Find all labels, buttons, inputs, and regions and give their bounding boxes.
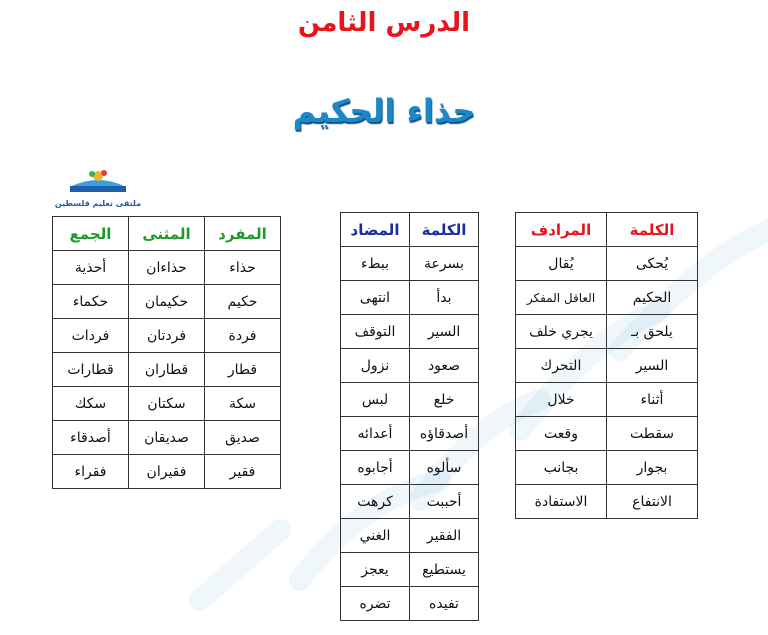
table-row <box>341 451 479 485</box>
table-row <box>341 247 479 281</box>
table-row <box>341 519 479 553</box>
table-row <box>341 553 479 587</box>
table-cell: حكيم <box>205 285 281 319</box>
table-cell: يستطيع <box>410 553 479 587</box>
table-cell: خلال <box>516 383 607 417</box>
table-row <box>53 285 281 319</box>
table-cell: بجانب <box>516 451 607 485</box>
table-cell: يُقال <box>516 247 607 281</box>
table-cell: سكة <box>205 387 281 421</box>
table-cell: نزول <box>341 349 410 383</box>
table-cell: بجوار <box>607 451 698 485</box>
table-row <box>341 587 479 621</box>
table-cell: كرهت <box>341 485 410 519</box>
header-dual: المثنى <box>129 217 205 251</box>
table-cell: حذاءان <box>129 251 205 285</box>
table-cell: أحببت <box>410 485 479 519</box>
table-header-row <box>516 213 698 247</box>
table-cell: الانتفاع <box>607 485 698 519</box>
table-cell: وقعت <box>516 417 607 451</box>
table-row <box>341 315 479 349</box>
table-cell: فقير <box>205 455 281 489</box>
table-row <box>53 251 281 285</box>
table-cell: خلع <box>410 383 479 417</box>
table-cell: قطار <box>205 353 281 387</box>
table-cell: فردتان <box>129 319 205 353</box>
table-cell: فقراء <box>53 455 129 489</box>
table-cell: سكك <box>53 387 129 421</box>
table-cell: قطاران <box>129 353 205 387</box>
table-cell: حكماء <box>53 285 129 319</box>
number-table <box>52 216 281 489</box>
table-cell: تضره <box>341 587 410 621</box>
table-cell: التوقف <box>341 315 410 349</box>
table-row <box>516 383 698 417</box>
table-cell: أثناء <box>607 383 698 417</box>
table-cell: التحرك <box>516 349 607 383</box>
table-header-row <box>53 217 281 251</box>
table-cell: صديق <box>205 421 281 455</box>
table-cell: فردات <box>53 319 129 353</box>
table-row <box>53 319 281 353</box>
table-cell: يلحق بـ <box>607 315 698 349</box>
header-opposite: المضاد <box>341 213 410 247</box>
table-cell: تفيده <box>410 587 479 621</box>
table-cell: الغني <box>341 519 410 553</box>
table-row <box>341 485 479 519</box>
table-row <box>516 417 698 451</box>
table-header-row <box>341 213 479 247</box>
opposites-table <box>340 212 479 621</box>
table-cell: يجري خلف <box>516 315 607 349</box>
table-cell: قطارات <box>53 353 129 387</box>
table-cell: سقطت <box>607 417 698 451</box>
table-cell: الاستفادة <box>516 485 607 519</box>
table-cell: يُحكى <box>607 247 698 281</box>
header-singular: المفرد <box>205 217 281 251</box>
table-row <box>341 349 479 383</box>
table-cell: العاقل المفكر <box>516 281 607 315</box>
table-cell: سألوه <box>410 451 479 485</box>
table-cell: أجابوه <box>341 451 410 485</box>
table-row <box>516 315 698 349</box>
table-row <box>516 485 698 519</box>
synonyms-table <box>515 212 698 519</box>
header-plural: الجمع <box>53 217 129 251</box>
table-row <box>516 349 698 383</box>
table-row <box>516 247 698 281</box>
table-row <box>341 383 479 417</box>
table-row <box>516 451 698 485</box>
table-cell: انتهى <box>341 281 410 315</box>
table-row <box>53 455 281 489</box>
header-word: الكلمة <box>607 213 698 247</box>
table-row <box>341 417 479 451</box>
table-cell: فردة <box>205 319 281 353</box>
table-cell: صعود <box>410 349 479 383</box>
table-cell: أصدقاؤه <box>410 417 479 451</box>
table-cell: الحكيم <box>607 281 698 315</box>
table-row <box>53 421 281 455</box>
table-cell: الفقير <box>410 519 479 553</box>
table-cell: فقيران <box>129 455 205 489</box>
logo <box>52 168 144 208</box>
book-icon <box>52 168 144 196</box>
table-row <box>516 281 698 315</box>
table-cell: حكيمان <box>129 285 205 319</box>
lesson-label: الدرس الثامن <box>297 8 471 38</box>
table-row <box>341 281 479 315</box>
header-synonym: المرادف <box>516 213 607 247</box>
table-cell: ببطء <box>341 247 410 281</box>
table-cell: أعدائه <box>341 417 410 451</box>
table-cell: بسرعة <box>410 247 479 281</box>
table-row <box>53 387 281 421</box>
header-word: الكلمة <box>410 213 479 247</box>
logo-text: ملتقى تعليم فلسطين <box>54 199 142 208</box>
table-cell: صديقان <box>129 421 205 455</box>
table-cell: السير <box>410 315 479 349</box>
table-cell: أصدقاء <box>53 421 129 455</box>
table-cell: السير <box>607 349 698 383</box>
table-row <box>53 353 281 387</box>
table-cell: سكتان <box>129 387 205 421</box>
table-cell: بدأ <box>410 281 479 315</box>
table-cell: حذاء <box>205 251 281 285</box>
table-cell: لبس <box>341 383 410 417</box>
lesson-title: حذاء الحكيم <box>292 92 476 130</box>
table-cell: أحذية <box>53 251 129 285</box>
table-cell: يعجز <box>341 553 410 587</box>
